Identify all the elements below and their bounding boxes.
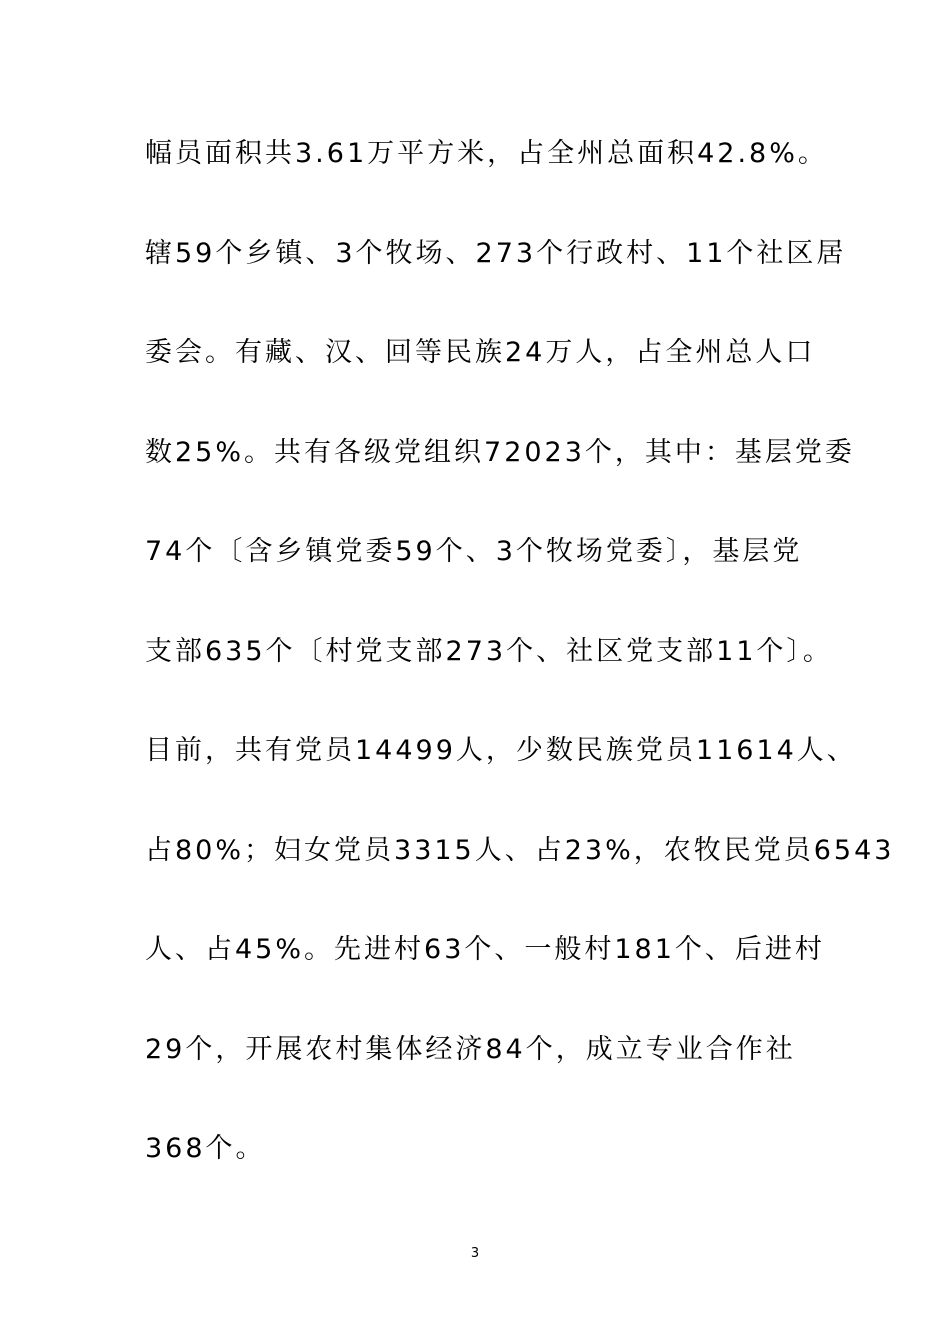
body-paragraph bbox=[145, 126, 895, 1221]
page-number: 3 bbox=[470, 1246, 480, 1261]
text-line-7: 目前，共有党员14499人，少数民族党员11614人、 bbox=[145, 735, 857, 766]
text-line-3: 委会。有藏、汉、回等民族24万人，占全州总人口 bbox=[145, 337, 816, 368]
text-line-2: 辖59个乡镇、3个牧场、273个行政村、11个社区居 bbox=[145, 237, 847, 269]
text-line-5: 74个〔含乡镇党委59个、3个牧场党委〕，基层党 bbox=[145, 536, 803, 567]
text-line-8: 占80%；妇女党员3315人、占23%，农牧民党员6543 bbox=[145, 834, 895, 866]
text-line-6: 支部635个〔村党支部273个、社区党支部11个〕。 bbox=[145, 635, 833, 667]
text-line-11: 368个。 bbox=[145, 1133, 266, 1164]
text-line-1: 幅员面积共3.61万平方米，占全州总面积42.8%。 bbox=[145, 138, 828, 169]
text-line-4: 数25%。共有各级党组织72023个，其中：基层党委 bbox=[145, 436, 855, 468]
text-line-9: 人、占45%。先进村63个、一般村181个、后进村 bbox=[145, 934, 825, 965]
text-line-10: 29个，开展农村集体经济84个，成立专业合作社 bbox=[145, 1033, 796, 1065]
